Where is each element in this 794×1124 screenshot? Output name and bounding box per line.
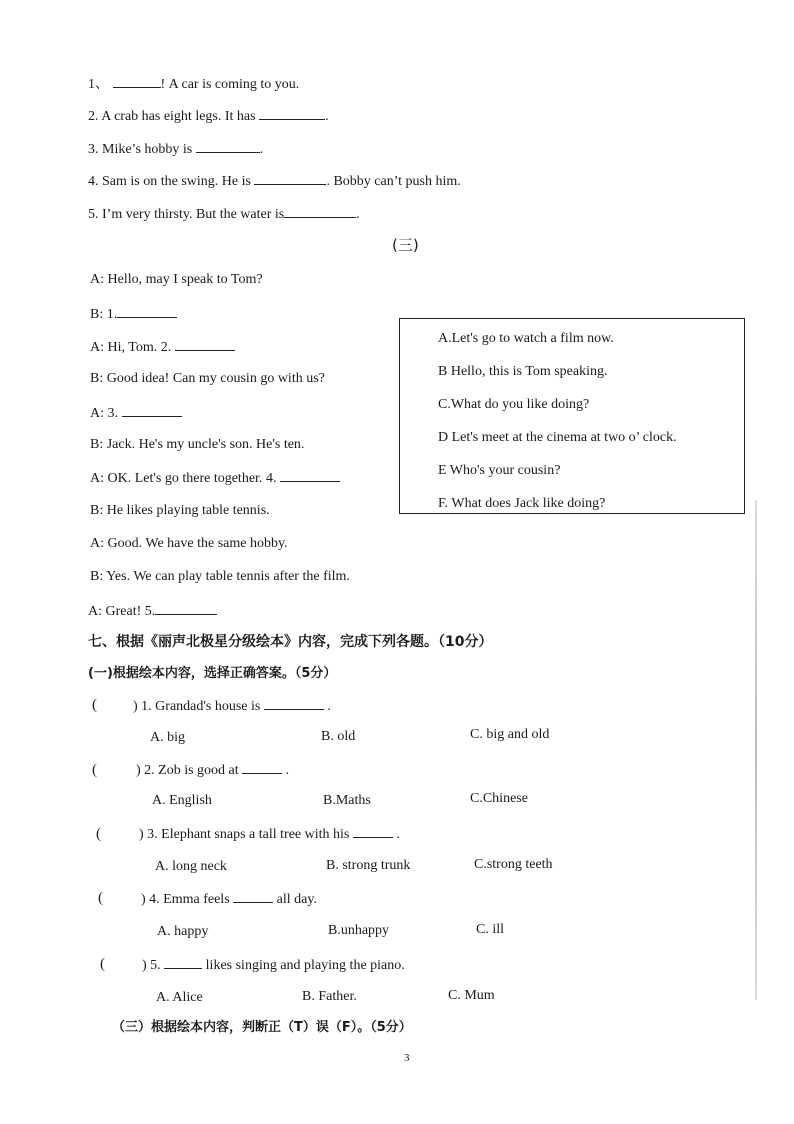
dialogue-line-5 <box>90 404 182 423</box>
answer-paren-open: ( <box>92 697 97 713</box>
speaker-label: B: <box>90 569 104 584</box>
option-d: D Let's meet at the cinema at two o’ clock. <box>438 430 677 445</box>
dialogue-text: OK. Let's go there together. <box>107 471 263 486</box>
answer-slot[interactable] <box>100 702 130 714</box>
page-number: 3 <box>404 1052 410 1064</box>
fill-item-1 <box>88 75 299 94</box>
item-number: 5. <box>88 207 99 222</box>
question-stem: 5. <box>150 958 161 973</box>
dialogue-text: Good idea! Can my cousin go with us? <box>106 371 325 386</box>
choice-a[interactable]: A. big <box>150 730 185 745</box>
dialogue-text: Hello, may I speak to Tom? <box>107 272 263 287</box>
answer-blank[interactable] <box>280 469 340 482</box>
dialogue-text: Hi, Tom. <box>107 340 158 355</box>
item-text: I’m very thirsty. But the water is <box>102 207 285 222</box>
blank-number: 2. <box>160 340 172 355</box>
item-text: ! A car is coming to you. <box>160 77 300 92</box>
item-text: . <box>356 207 360 222</box>
option-a: A.Let's go to watch a film now. <box>438 331 614 346</box>
answer-blank[interactable] <box>122 404 182 417</box>
choice-a[interactable]: A. Alice <box>156 990 203 1005</box>
answer-paren-close: ) <box>136 763 141 778</box>
answer-blank[interactable] <box>233 890 273 903</box>
item-number: 1、 <box>88 77 109 92</box>
speaker-label: A: <box>90 272 104 287</box>
dialogue-line-10 <box>90 568 350 586</box>
choice-b[interactable]: B.Maths <box>323 793 371 808</box>
answer-blank[interactable] <box>155 602 217 615</box>
choice-a[interactable]: A. English <box>152 793 212 808</box>
answer-paren-open: ( <box>98 890 103 906</box>
choice-b[interactable]: B. old <box>321 729 356 744</box>
answer-paren-close: ) <box>142 958 147 973</box>
dialogue-line-9 <box>90 535 288 553</box>
dialogue-text: Good. We have the same hobby. <box>107 536 288 551</box>
dialogue-line-2 <box>90 305 177 324</box>
speaker-label: B: <box>90 371 104 386</box>
fill-item-4 <box>88 172 461 191</box>
question-5 <box>142 956 405 975</box>
item-number: 4. <box>88 174 99 189</box>
answer-blank[interactable] <box>164 956 202 969</box>
choice-c[interactable]: C.strong teeth <box>474 857 553 872</box>
question-3 <box>139 825 400 844</box>
blank-number: 5. <box>144 604 156 619</box>
answer-paren-open: ( <box>96 826 101 842</box>
dialogue-line-4 <box>90 370 325 388</box>
question-stem: all day. <box>276 892 317 907</box>
dialogue-line-11 <box>88 602 217 621</box>
item-number: 2. <box>88 109 99 124</box>
blank-number: 4. <box>265 471 277 486</box>
answer-blank[interactable] <box>284 205 356 218</box>
option-f: F. What does Jack like doing? <box>438 496 606 511</box>
question-stem: 1. Grandad's house is <box>141 699 261 714</box>
item-number: 3. <box>88 142 99 157</box>
answer-blank[interactable] <box>175 338 235 351</box>
question-stem: 3. Elephant snaps a tall tree with his <box>147 827 350 842</box>
choice-c[interactable]: C. Mum <box>448 988 495 1003</box>
fill-item-5 <box>88 205 360 224</box>
choice-c[interactable]: C. ill <box>476 922 505 937</box>
part-one-title: (一)根据绘本内容，选择正确答案。（5分） <box>88 666 337 681</box>
answer-blank[interactable] <box>254 172 326 185</box>
blank-number: 3. <box>107 406 118 421</box>
part-three-title: （三）根据绘本内容，判断正（T）误（F）。（5分） <box>112 1020 412 1035</box>
item-text: Mike’s hobby is <box>102 142 193 157</box>
item-text: . <box>259 142 264 157</box>
question-2 <box>136 761 289 780</box>
answer-paren-close: ) <box>139 827 144 842</box>
dialogue-line-6 <box>90 436 304 454</box>
answer-paren-open: ( <box>100 956 105 972</box>
option-c: C.What do you like doing? <box>438 397 590 412</box>
choice-c[interactable]: C. big and old <box>470 727 550 742</box>
speaker-label: A: <box>90 340 104 355</box>
answer-blank[interactable] <box>353 825 393 838</box>
answer-paren-close: ) <box>133 699 138 714</box>
answer-blank[interactable] <box>259 107 325 120</box>
answer-blank[interactable] <box>117 305 177 318</box>
section-three-marker: (三) <box>392 236 419 254</box>
question-stem: likes singing and playing the piano. <box>205 958 405 973</box>
question-stem: 2. Zob is good at <box>144 763 239 778</box>
dialogue-text: Jack. He's my uncle's son. He's ten. <box>106 437 305 452</box>
item-text: . <box>325 109 329 124</box>
answer-blank[interactable] <box>113 75 161 88</box>
choice-c[interactable]: C.Chinese <box>470 791 528 806</box>
fill-item-2 <box>88 107 329 126</box>
dialogue-text: He likes playing table tennis. <box>106 503 270 518</box>
question-4 <box>141 890 317 909</box>
question-stem: . <box>285 763 290 778</box>
answer-blank[interactable] <box>242 761 282 774</box>
section-seven-title: 七、根据《丽声北极星分级绘本》内容，完成下列各题。（10分） <box>88 634 493 650</box>
dialogue-line-3 <box>90 338 235 357</box>
item-text: . Bobby can’t push him. <box>326 174 461 189</box>
item-text: A crab has eight legs. It has <box>101 109 256 124</box>
choice-b[interactable]: B.unhappy <box>328 923 390 938</box>
choice-a[interactable]: A. happy <box>157 924 209 939</box>
speaker-label: B: <box>90 437 104 452</box>
speaker-label: B: <box>90 307 104 322</box>
blank-number: 1. <box>106 307 118 322</box>
option-b: B Hello, this is Tom speaking. <box>438 364 608 379</box>
speaker-label: B: <box>90 503 104 518</box>
choice-a[interactable]: A. long neck <box>155 859 227 874</box>
dialogue-line-1 <box>90 271 263 289</box>
dialogue-line-8 <box>90 502 270 520</box>
fill-item-3 <box>88 140 263 159</box>
question-1 <box>133 697 331 716</box>
item-text: Sam is on the swing. He is <box>102 174 251 189</box>
dialogue-text: Yes. We can play table tennis after the film. <box>106 569 350 584</box>
dialogue-line-7 <box>90 469 340 488</box>
question-stem: . <box>396 827 400 842</box>
question-stem: . <box>327 699 331 714</box>
dialogue-text: Great! <box>105 604 142 619</box>
choice-b[interactable]: B. strong trunk <box>326 858 411 873</box>
answer-blank[interactable] <box>196 140 260 153</box>
scan-edge-shadow <box>755 500 757 1000</box>
speaker-label: A: <box>90 536 104 551</box>
question-stem: 4. Emma feels <box>149 892 230 907</box>
speaker-label: A: <box>88 604 102 619</box>
answer-paren-open: ( <box>92 762 97 778</box>
options-box <box>399 318 745 514</box>
answer-paren-close: ) <box>141 892 146 907</box>
speaker-label: A: <box>90 471 104 486</box>
answer-blank[interactable] <box>264 697 324 710</box>
choice-b[interactable]: B. Father. <box>302 989 357 1004</box>
speaker-label: A: <box>90 406 104 421</box>
option-e: E Who's your cousin? <box>438 463 561 478</box>
